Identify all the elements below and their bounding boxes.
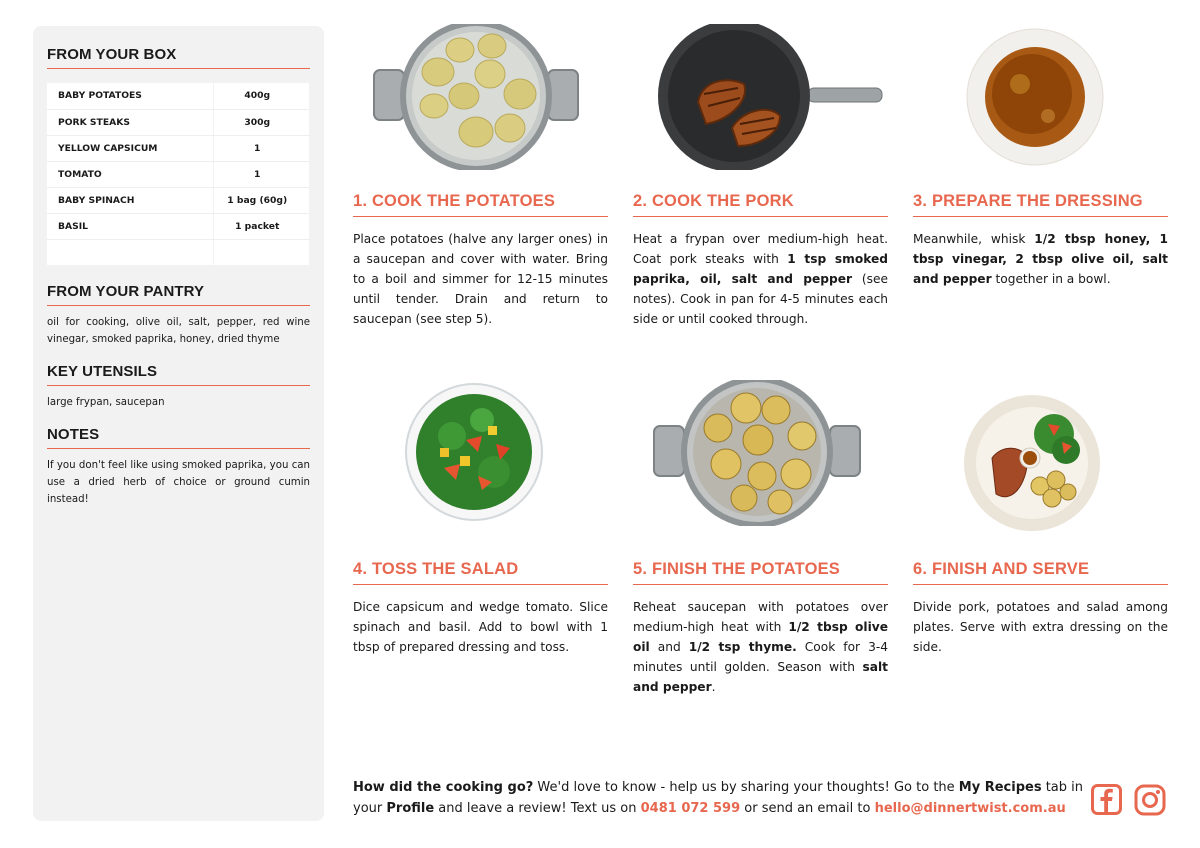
table-row — [47, 83, 309, 109]
ingredient-name: TOMATO — [47, 161, 213, 187]
from-your-pantry-heading: FROM YOUR PANTRY — [47, 283, 310, 306]
plated-dish-image — [962, 394, 1102, 532]
ingredient-name: BASIL — [47, 213, 213, 239]
salad-bowl-image — [404, 380, 544, 524]
step-text: Meanwhile, whisk 1/2 tbsp honey, 1 tbsp vinegar, 2 tbsp olive oil, salt and pepper together in a bowl. — [913, 232, 1168, 286]
step-6 — [913, 560, 1168, 657]
step-text: Heat a frypan over medium-high heat. Coat pork steaks with 1 tsp smoked paprika, oil, salt and pepper (see notes). Cook in pan for 4-5 minutes each side or until cooked through. — [633, 232, 888, 326]
table-row — [47, 109, 309, 135]
step-text: Dice capsicum and wedge tomato. Slice spinach and basil. Add to bowl with 1 tbsp of prepared dressing and toss. — [353, 600, 608, 654]
table-row — [47, 213, 309, 239]
table-row — [47, 187, 309, 213]
ingredient-name: BABY SPINACH — [47, 187, 213, 213]
pantry-section — [47, 283, 310, 348]
ingredient-name: PORK STEAKS — [47, 109, 213, 135]
step-title: 4. TOSS THE SALAD — [353, 560, 608, 585]
pot-golden-potatoes-image — [652, 380, 862, 526]
utensils-section — [47, 363, 310, 411]
feedback-footer: How did the cooking go? We'd love to know - help us by sharing your thoughts! Go to the My Recipes tab in your Profile and leave a review! Text us on 0481 072 599 or send an email to hello@dinnertwist.com.au — [353, 780, 1084, 816]
email-link[interactable]: hello@dinnertwist.com.au — [874, 801, 1066, 816]
ingredient-name: BABY POTATOES — [47, 83, 213, 109]
step-text: Reheat saucepan with potatoes over medium-high heat with 1/2 tbsp olive oil and 1/2 tsp thyme. Cook for 3-4 minutes until golden. Season with salt and pepper. — [633, 600, 888, 694]
step-title: 3. PREPARE THE DRESSING — [913, 192, 1168, 217]
step-title: 5. FINISH THE POTATOES — [633, 560, 888, 585]
step-1 — [353, 192, 608, 329]
dressing-bowl-image — [966, 24, 1104, 170]
ingredient-qty: 400g — [213, 83, 309, 109]
ingredient-qty: 1 — [213, 161, 309, 187]
pot-potatoes-image — [372, 24, 580, 170]
notes-heading: NOTES — [47, 426, 310, 449]
key-utensils-heading: KEY UTENSILS — [47, 363, 310, 386]
from-your-box-heading: FROM YOUR BOX — [47, 46, 310, 69]
ingredient-qty: 1 bag (60g) — [213, 187, 309, 213]
ingredient-qty: 300g — [213, 109, 309, 135]
ingredients-sidebar — [33, 26, 324, 821]
ingredient-name: YELLOW CAPSICUM — [47, 135, 213, 161]
table-row — [47, 135, 309, 161]
pantry-text: oil for cooking, olive oil, salt, pepper, red wine vinegar, smoked paprika, honey, dried thyme — [47, 317, 310, 345]
notes-section — [47, 426, 310, 508]
step-4 — [353, 560, 608, 657]
step-5 — [633, 560, 888, 697]
step-title: 2. COOK THE PORK — [633, 192, 888, 217]
phone-link[interactable]: 0481 072 599 — [640, 801, 741, 816]
step-title: 1. COOK THE POTATOES — [353, 192, 608, 217]
frypan-pork-image — [658, 24, 884, 170]
facebook-icon[interactable] — [1091, 784, 1122, 815]
table-row — [47, 161, 309, 187]
notes-text: If you don't feel like using smoked paprika, you can use a dried herb of choice or ground cumin instead! — [47, 460, 310, 505]
ingredients-table — [47, 83, 309, 265]
utensils-text: large frypan, saucepan — [47, 397, 165, 408]
ingredient-qty: 1 — [213, 135, 309, 161]
table-row-empty — [47, 239, 309, 265]
step-title: 6. FINISH AND SERVE — [913, 560, 1168, 585]
ingredient-qty: 1 packet — [213, 213, 309, 239]
step-2 — [633, 192, 888, 329]
instagram-icon[interactable] — [1134, 784, 1166, 816]
step-3 — [913, 192, 1168, 289]
step-text: Divide pork, potatoes and salad among plates. Serve with extra dressing on the side. — [913, 600, 1168, 654]
step-text: Place potatoes (halve any larger ones) in a saucepan and cover with water. Bring to a boil and simmer for 12-15 minutes until tender. Drain and return to saucepan (see step 5). — [353, 232, 608, 326]
